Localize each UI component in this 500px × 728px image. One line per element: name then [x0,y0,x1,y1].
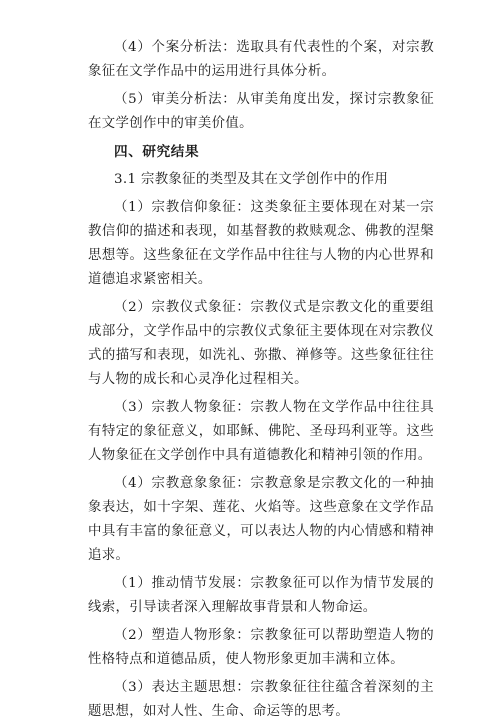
subsection-heading-3-1: 3.1 宗教象征的类型及其在文学创作中的作用 [114,172,389,187]
document-body [88,36,434,728]
paragraph-religious-figure-symbol: （3）宗教人物象征：宗教人物在文学作品中往往具有特定的象征意义，如耶稣、佛陀、圣母玛利亚等。这些人物象征在文学创作中具有道德教化和精神引领的作用。 [88,400,434,463]
paragraph-plot-development: （1）推动情节发展：宗教象征可以作为情节发展的线索，引导读者深入理解故事背景和人物命运。 [88,576,434,615]
paragraph-religious-imagery-symbol: （4）宗教意象象征：宗教意象是宗教文化的一种抽象表达，如十字架、莲花、火焰等。这些意象在文学作品中具有丰富的象征意义，可以表达人物的内心情感和精神追求。 [88,476,434,563]
paragraph-character-shaping: （2）塑造人物形象：宗教象征可以帮助塑造人物的性格特点和道德品质，使人物形象更加丰满和立体。 [88,628,434,667]
paragraph-religious-ritual-symbol: （2）宗教仪式象征：宗教仪式是宗教文化的重要组成部分，文学作品中的宗教仪式象征主要体现在对宗教仪式的描写和表现，如洗礼、弥撒、禅修等。这些象征往往与人物的成长和心灵净化过程相关。 [88,300,434,387]
paragraph-theme-expression: （3）表达主题思想：宗教象征往往蕴含着深刻的主题思想，如对人性、生命、命运等的思考。 [88,680,434,719]
paragraph-religious-belief-symbol: （1）宗教信仰象征：这类象征主要体现在对某一宗教信仰的描述和表现，如基督教的救赎观念、佛教的涅槃思想等。这些象征在文学作品中往往与人物的内心世界和道德追求紧密相关。 [88,200,434,287]
paragraph-aesthetic-analysis-method: （5）审美分析法：从审美角度出发，探讨宗教象征在文学创作中的审美价值。 [88,92,434,131]
paragraph-case-analysis-method: （4）个案分析法：选取具有代表性的个案，对宗教象征在文学作品中的运用进行具体分析。 [88,40,434,79]
section-heading-research-results: 四、研究结果 [114,144,200,160]
